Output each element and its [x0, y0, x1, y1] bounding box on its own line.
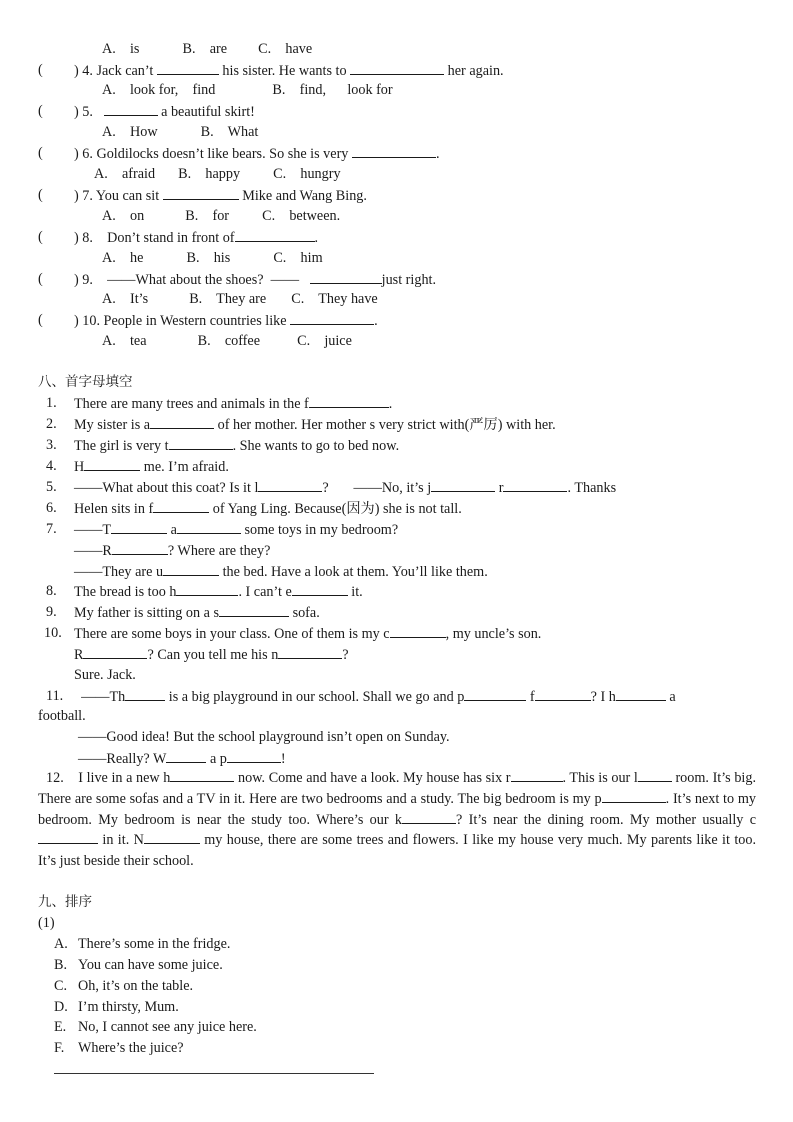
item-text: The bread is too h: [74, 584, 177, 600]
answer-blank[interactable]: [616, 687, 666, 701]
answer-blank[interactable]: [431, 478, 495, 492]
item-number: 4.: [46, 458, 57, 474]
option-text: his: [213, 250, 231, 266]
fill-item-11-reply2: [78, 749, 286, 768]
answer-blank[interactable]: [402, 810, 456, 824]
question-text: ——: [270, 272, 299, 288]
section-8-title: 八、首字母填空: [38, 374, 133, 390]
answer-blank[interactable]: [290, 311, 374, 325]
item-letter: B.: [54, 957, 68, 973]
question-text: his sister. He wants to: [222, 63, 347, 79]
option-text: coffee: [224, 333, 261, 349]
order-item-e[interactable]: [54, 1018, 257, 1036]
section-9-title: 九、排序: [38, 894, 92, 910]
answer-blank[interactable]: [144, 830, 200, 844]
answer-paren[interactable]: (: [38, 103, 43, 119]
answer-blank[interactable]: [227, 749, 281, 763]
item-text: ? Can you tell me his n: [147, 647, 279, 663]
option-text: tea: [129, 333, 147, 349]
option-text: It’s: [129, 291, 149, 307]
answer-blank[interactable]: [219, 603, 289, 617]
item-text: f: [529, 689, 535, 705]
item-text: Where’s the juice?: [78, 1040, 184, 1056]
item-text: ? I h: [590, 689, 616, 705]
option-text: have: [285, 41, 313, 57]
item-number: 8.: [46, 583, 57, 599]
item-text: No, I cannot see any juice here.: [78, 1019, 257, 1035]
item-text: the bed. Have a look at them. You’ll like them.: [222, 564, 488, 580]
option-letter: C.: [262, 208, 276, 224]
item-text: . Thanks: [567, 480, 617, 496]
answer-blank[interactable]: [111, 520, 167, 534]
option-letter: A.: [102, 250, 116, 266]
option-text: hungry: [300, 166, 341, 182]
question-text: ) 8.: [74, 230, 93, 246]
item-text: ——Really? W: [78, 751, 167, 767]
question-6-options: [94, 165, 341, 183]
fill-item-11-cont: football.: [38, 708, 86, 724]
option-text: is: [129, 41, 140, 57]
item-text: ——What about this coat? Is it l: [74, 480, 259, 496]
question-text: ) 5.: [74, 104, 93, 120]
item-text: my house, there are some trees and flowers. I like my house very much. My parents like it too. It’s just beside their school.: [38, 832, 756, 870]
option-letter: A.: [102, 333, 116, 349]
option-text: find: [192, 82, 216, 98]
order-item-f[interactable]: [54, 1039, 184, 1057]
item-text: My sister is a: [74, 417, 151, 433]
item-number: 12.: [46, 770, 64, 786]
option-letter: A.: [102, 208, 116, 224]
item-text: . It’s next to my bedroom. My bedroom is near the study too. Where’s our k: [38, 790, 756, 828]
option-letter: C.: [258, 41, 272, 57]
answer-blank[interactable]: [310, 270, 382, 284]
item-text: I live in a new h: [78, 770, 171, 786]
option-text: are: [209, 41, 228, 57]
option-letter: A.: [102, 82, 116, 98]
group-label: (1): [38, 915, 55, 931]
option-letter: B.: [186, 250, 200, 266]
item-number: 10.: [44, 625, 62, 641]
option-letter: A.: [102, 41, 116, 57]
item-text: it.: [351, 584, 363, 600]
question-9-options: [102, 290, 378, 308]
answer-blank[interactable]: [638, 768, 672, 782]
item-text: H: [74, 459, 85, 475]
item-text: There are many trees and animals in the f: [74, 396, 309, 412]
item-text: ?: [342, 647, 349, 663]
order-item-b[interactable]: [54, 956, 223, 974]
item-text: a: [170, 522, 177, 538]
item-text: , my uncle’s son.: [445, 626, 542, 642]
option-letter: C.: [291, 291, 305, 307]
item-letter: F.: [54, 1040, 65, 1056]
option-text: What: [227, 124, 259, 140]
item-letter: D.: [54, 999, 68, 1015]
fill-item-11-reply: ——Good idea! But the school playground isn’t open on Sunday.: [78, 729, 450, 745]
item-text: . This is our l: [562, 770, 638, 786]
fill-item-12: [38, 768, 756, 872]
option-letter: B.: [178, 166, 192, 182]
item-text: I’m thirsty, Mum.: [78, 999, 179, 1015]
item-text: There are some boys in your class. One of them is my c: [74, 626, 390, 642]
item-text: ——They are u: [74, 564, 164, 580]
question-text: Don’t stand in front of: [107, 230, 235, 246]
question-8-options: [102, 249, 323, 267]
item-text: .: [388, 396, 393, 412]
option-letter: B.: [182, 41, 196, 57]
item-text: ——Th: [81, 689, 126, 705]
answer-paren[interactable]: (: [38, 312, 43, 328]
item-text: ——R: [74, 543, 112, 559]
item-text: Helen sits in f: [74, 501, 154, 517]
question-7-options: [102, 207, 340, 225]
question-text: .: [374, 313, 378, 329]
option-letter: B.: [197, 333, 211, 349]
option-letter: B.: [200, 124, 214, 140]
answer-blank[interactable]: [258, 478, 322, 492]
answer-blank[interactable]: [511, 768, 563, 782]
option-letter: A.: [102, 291, 116, 307]
option-letter: C.: [297, 333, 311, 349]
item-text: now. Come and have a look. My house has six r: [238, 770, 511, 786]
question-text: a beautiful skirt!: [161, 104, 255, 120]
item-text: Oh, it’s on the table.: [78, 978, 194, 994]
order-item-d[interactable]: [54, 998, 179, 1016]
question-text: just right.: [381, 272, 437, 288]
answer-paren[interactable]: (: [38, 62, 43, 78]
question-text: ) 9.: [74, 272, 93, 288]
order-answer-line[interactable]: [54, 1073, 374, 1074]
answer-blank[interactable]: [292, 582, 348, 596]
item-text: . She wants to go to bed now.: [232, 438, 400, 454]
question-4-options: [102, 81, 393, 99]
item-text: ?: [322, 480, 329, 496]
answer-blank[interactable]: [84, 457, 140, 471]
option-text: between.: [289, 208, 341, 224]
option-letter: B.: [272, 82, 286, 98]
item-text: The girl is very t: [74, 438, 169, 454]
question-10-options: [102, 332, 352, 350]
item-number: 3.: [46, 437, 57, 453]
item-text: My father is sitting on a s: [74, 605, 220, 621]
option-text: find,: [299, 82, 327, 98]
item-number: 2.: [46, 416, 57, 432]
answer-blank[interactable]: [350, 61, 444, 75]
answer-blank[interactable]: [112, 541, 168, 555]
question-text: .: [314, 230, 319, 246]
answer-paren[interactable]: (: [38, 271, 43, 287]
answer-blank[interactable]: [150, 415, 214, 429]
answer-blank[interactable]: [503, 478, 567, 492]
answer-blank[interactable]: [235, 228, 315, 242]
item-text: Sure. Jack.: [74, 667, 136, 683]
answer-blank[interactable]: [163, 562, 219, 576]
question-text: her again.: [447, 63, 504, 79]
answer-blank[interactable]: [104, 102, 158, 116]
answer-blank[interactable]: [163, 186, 239, 200]
answer-blank[interactable]: [352, 144, 436, 158]
item-letter: C.: [54, 978, 68, 994]
item-text: sofa.: [292, 605, 320, 621]
answer-blank[interactable]: [125, 687, 165, 701]
item-text: of Yang Ling. Because(因为) she is not tall.: [212, 501, 462, 517]
option-text: look for: [347, 82, 393, 98]
item-text: ? It’s near the dining room. My mother usually c: [456, 811, 757, 828]
item-letter: A.: [54, 936, 68, 952]
option-letter: C.: [273, 166, 287, 182]
item-text: ——T: [74, 522, 112, 538]
answer-blank[interactable]: [38, 830, 98, 844]
answer-paren[interactable]: (: [38, 229, 43, 245]
option-text: They have: [318, 291, 378, 307]
answer-blank[interactable]: [177, 520, 241, 534]
item-text: . I can’t e: [238, 584, 292, 600]
answer-blank[interactable]: [157, 61, 219, 75]
item-text: R: [74, 647, 84, 663]
option-text: on: [129, 208, 145, 224]
item-text: me. I’m afraid.: [143, 459, 229, 475]
question-5-options: [102, 123, 258, 141]
answer-blank[interactable]: [602, 789, 666, 803]
answer-blank[interactable]: [170, 768, 234, 782]
item-text: There’s some in the fridge.: [78, 936, 231, 952]
question-text: ) 7. You can sit: [74, 188, 160, 204]
item-text: a: [669, 689, 676, 705]
item-number: 1.: [46, 395, 57, 411]
item-letter: E.: [54, 1019, 67, 1035]
item-text: room. It’s big. There are some sofas and a TV in it. Here are two bedrooms and a study. The big bedroom is my p: [38, 770, 756, 807]
option-text: he: [129, 250, 144, 266]
option-text: happy: [205, 166, 241, 182]
item-number: 9.: [46, 604, 57, 620]
item-text: is a big playground in our school. Shall we go and p: [168, 689, 465, 705]
item-text: You can have some juice.: [78, 957, 223, 973]
option-text: look for,: [129, 82, 179, 98]
option-text: for: [212, 208, 230, 224]
option-text: How: [129, 124, 158, 140]
option-text: him: [300, 250, 323, 266]
question-text: ) 4. Jack can’t: [74, 63, 154, 79]
answer-blank[interactable]: [153, 499, 209, 513]
option-letter: B.: [185, 208, 199, 224]
answer-blank[interactable]: [176, 582, 238, 596]
answer-blank[interactable]: [169, 436, 233, 450]
option-letter: A.: [94, 166, 108, 182]
answer-blank[interactable]: [309, 394, 389, 408]
item-text: ? Where are they?: [167, 543, 271, 559]
question-text: ——What about the shoes?: [107, 272, 264, 288]
option-text: juice: [324, 333, 352, 349]
option-text: They are: [216, 291, 267, 307]
item-text: some toys in my bedroom?: [244, 522, 399, 538]
option-text: afraid: [121, 166, 156, 182]
answer-blank[interactable]: [278, 645, 342, 659]
answer-blank[interactable]: [166, 749, 206, 763]
item-number: 7.: [46, 521, 57, 537]
option-letter: B.: [189, 291, 203, 307]
order-item-a[interactable]: [54, 935, 230, 953]
answer-blank[interactable]: [535, 687, 591, 701]
item-text: ——No, it’s j: [353, 480, 432, 496]
item-number: 6.: [46, 500, 57, 516]
answer-blank[interactable]: [390, 624, 446, 638]
answer-paren[interactable]: (: [38, 187, 43, 203]
order-item-c[interactable]: [54, 977, 193, 995]
question-text: ) 6. Goldilocks doesn’t like bears. So she is very: [74, 146, 349, 162]
question-text: .: [435, 146, 440, 162]
item-number: 11.: [46, 688, 64, 704]
answer-paren[interactable]: (: [38, 145, 43, 161]
item-number: 5.: [46, 479, 57, 495]
option-letter: C.: [273, 250, 287, 266]
answer-blank[interactable]: [83, 645, 147, 659]
question-text: ) 10. People in Western countries like: [74, 313, 287, 329]
answer-blank[interactable]: [464, 687, 526, 701]
item-text: a p: [209, 751, 227, 767]
option-letter: A.: [102, 124, 116, 140]
item-text: r: [498, 480, 504, 496]
question-text: Mike and Wang Bing.: [242, 188, 367, 204]
item-text: of her mother. Her mother s very strict with(严厉) with her.: [217, 417, 556, 433]
item-text: in it. N: [102, 832, 144, 849]
q3-options: [102, 40, 312, 58]
item-text: !: [280, 751, 286, 767]
